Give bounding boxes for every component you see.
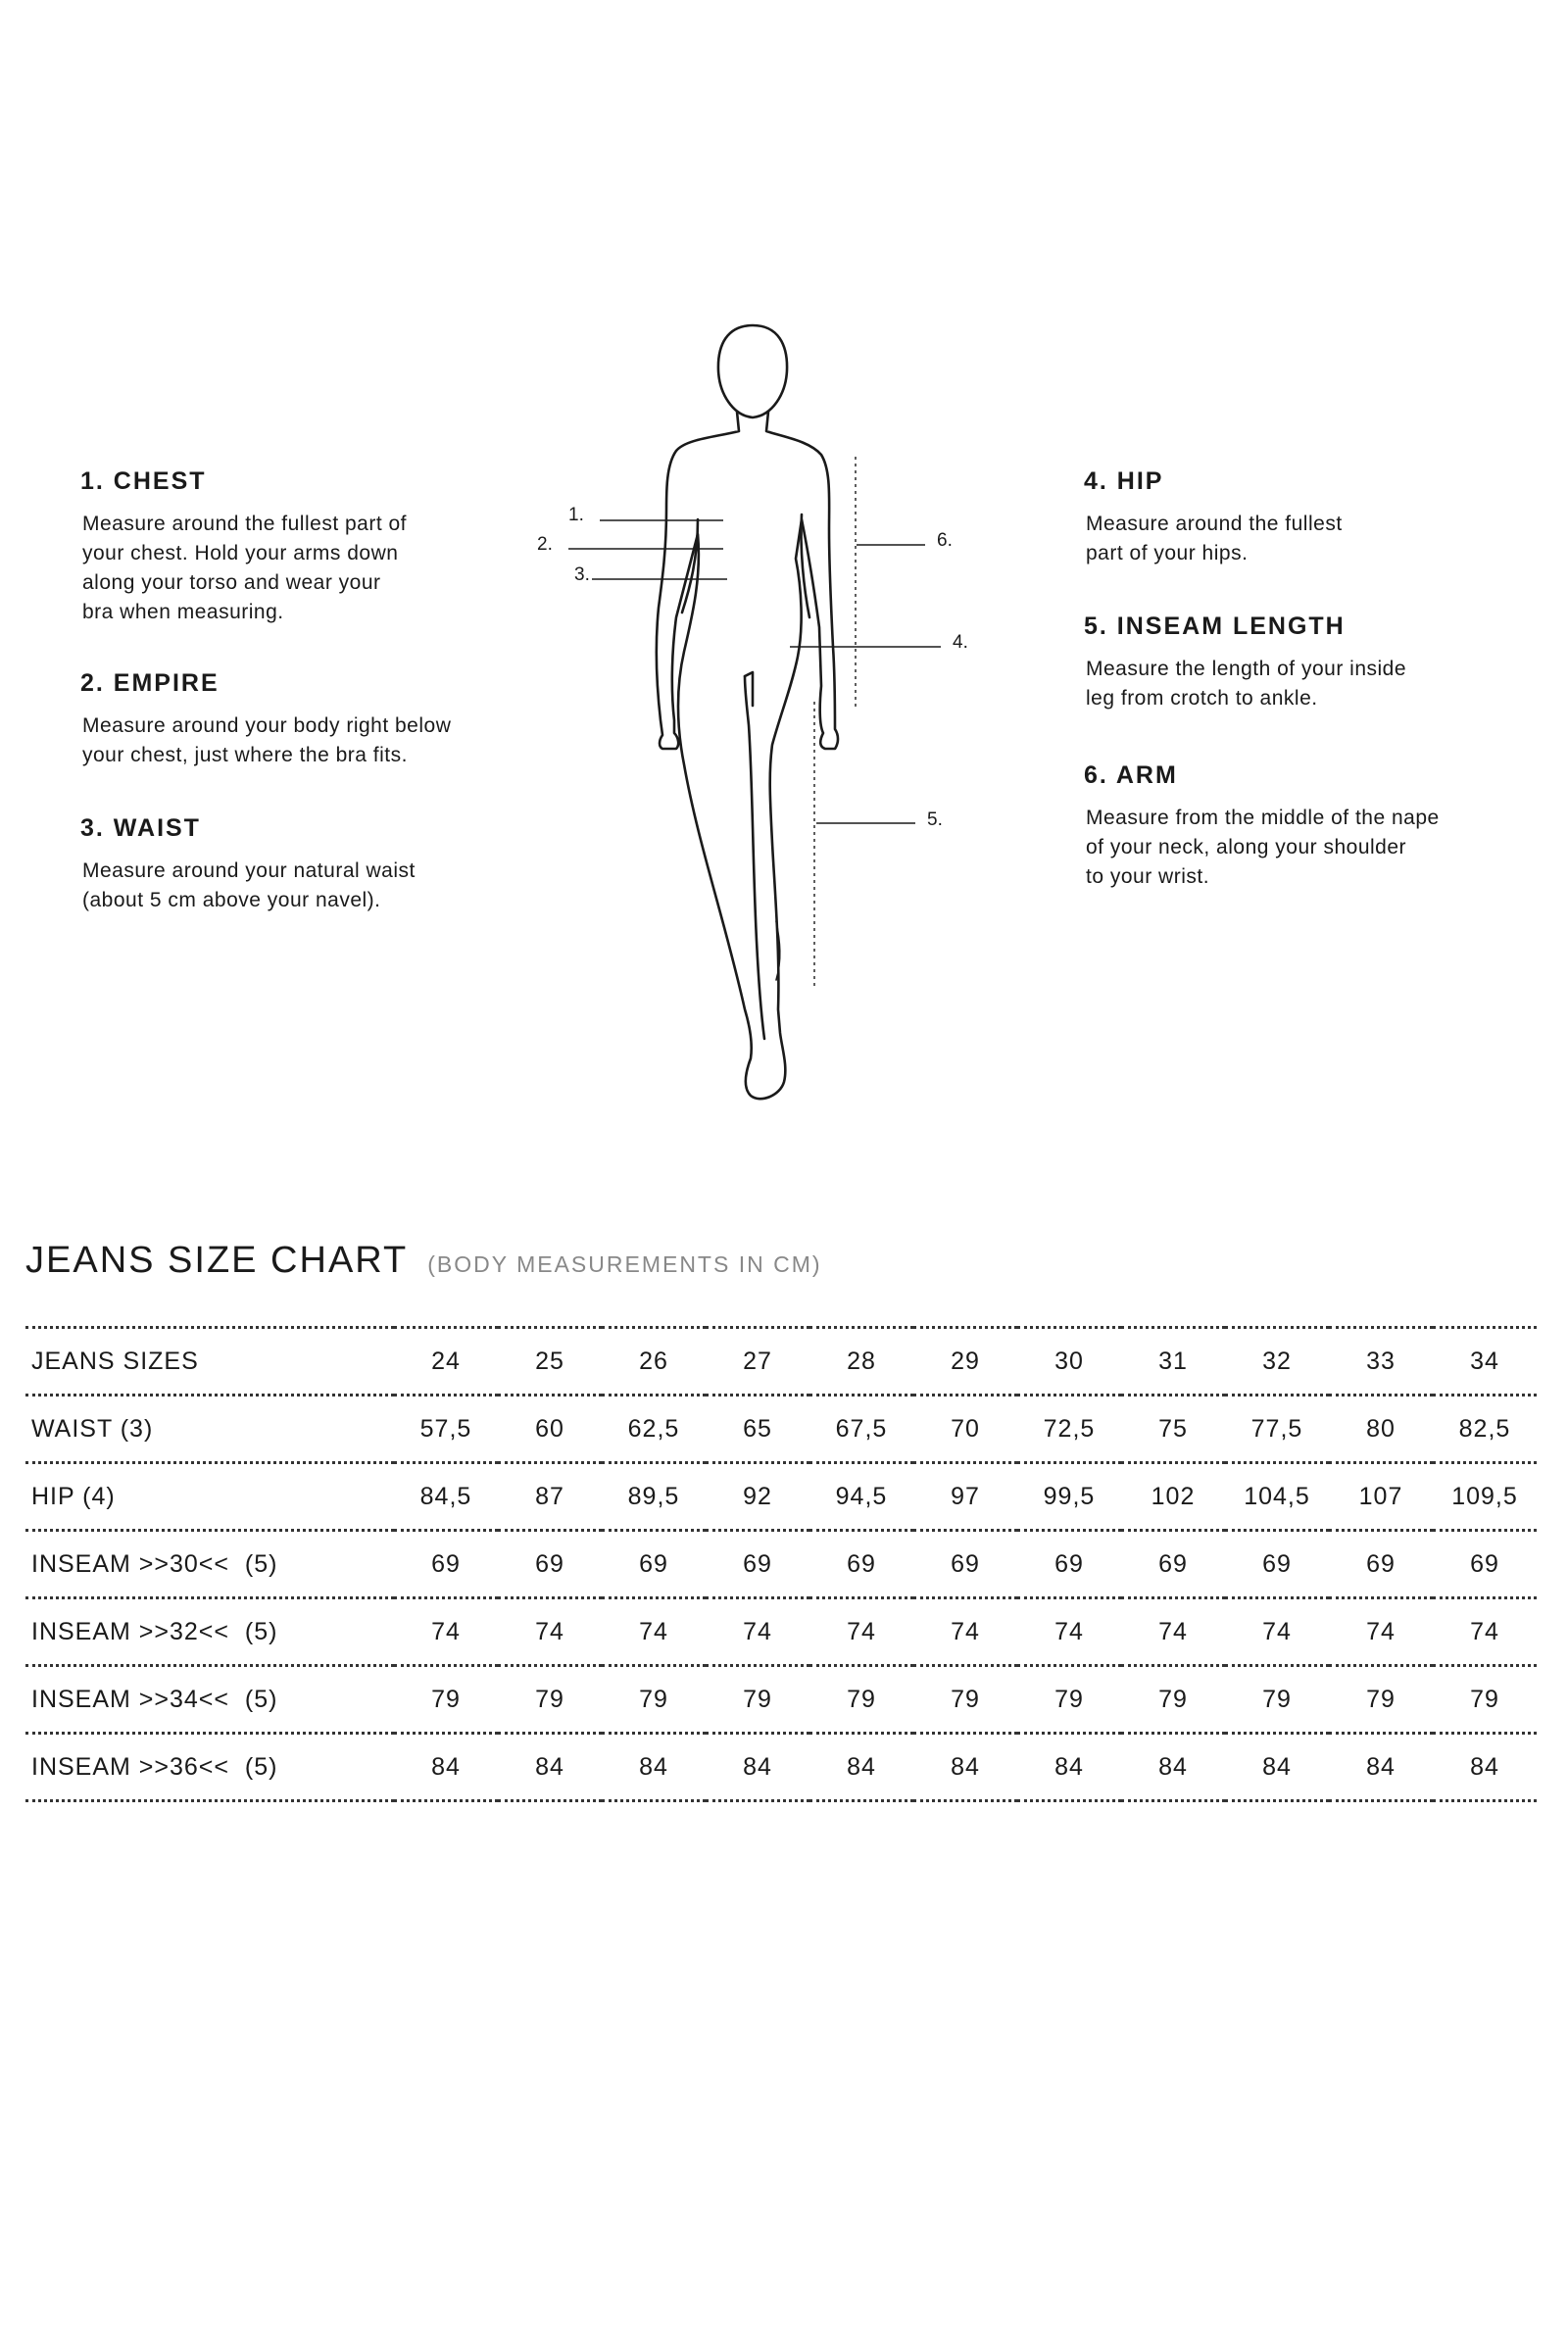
inseam-length-description: Measure the length of your inside leg from crotch to ankle. (1086, 658, 1407, 710)
table-cell: 60 (498, 1396, 602, 1463)
table-cell: 67,5 (809, 1396, 913, 1463)
table-row (25, 1328, 1537, 1396)
table-cell: 74 (602, 1598, 706, 1666)
size-table-body (25, 1328, 1537, 1801)
arm-description: Measure from the middle of the nape of your neck, along your shoulder to your wrist. (1086, 807, 1440, 888)
callout-empire-number: 2. (537, 534, 553, 555)
table-cell: 99,5 (1017, 1463, 1121, 1531)
table-cell: 29 (913, 1328, 1017, 1396)
callout-waist-number: 3. (574, 564, 590, 585)
body-figure-illustration (510, 314, 1000, 1117)
table-cell: 69 (1121, 1531, 1225, 1598)
table-cell: 25 (498, 1328, 602, 1396)
table-cell: 79 (394, 1666, 498, 1734)
table-cell: 74 (706, 1598, 809, 1666)
table-cell: 69 (498, 1531, 602, 1598)
table-row (25, 1396, 1537, 1463)
table-cell: 69 (1225, 1531, 1329, 1598)
table-cell: 69 (1017, 1531, 1121, 1598)
table-cell: 79 (498, 1666, 602, 1734)
row-label: HIP (4) (25, 1463, 394, 1531)
table-cell: 79 (1225, 1666, 1329, 1734)
waist-heading: 3. WAIST (80, 814, 201, 842)
table-cell: 74 (913, 1598, 1017, 1666)
row-label: WAIST (3) (25, 1396, 394, 1463)
table-cell: 109,5 (1433, 1463, 1537, 1531)
figure-right-inner-arm (801, 514, 809, 617)
table-cell: 77,5 (1225, 1396, 1329, 1463)
table-cell: 57,5 (394, 1396, 498, 1463)
table-cell: 84 (1225, 1734, 1329, 1801)
row-label: INSEAM >>36<< (5) (25, 1734, 394, 1801)
table-cell: 28 (809, 1328, 913, 1396)
table-cell: 79 (706, 1666, 809, 1734)
table-cell: 74 (394, 1598, 498, 1666)
hip-description: Measure around the fullest part of your hips. (1086, 513, 1343, 564)
table-cell: 69 (809, 1531, 913, 1598)
table-row (25, 1666, 1537, 1734)
table-cell: 97 (913, 1463, 1017, 1531)
callout-inseam-number: 5. (927, 809, 943, 830)
table-cell: 74 (1017, 1598, 1121, 1666)
table-row (25, 1531, 1537, 1598)
figure-head (718, 325, 787, 417)
table-cell: 79 (1433, 1666, 1537, 1734)
table-cell: 84 (706, 1734, 809, 1801)
table-cell: 89,5 (602, 1463, 706, 1531)
row-label: INSEAM >>32<< (5) (25, 1598, 394, 1666)
table-cell: 74 (1433, 1598, 1537, 1666)
table-cell: 62,5 (602, 1396, 706, 1463)
table-cell: 75 (1121, 1396, 1225, 1463)
size-chart-title-text: JEANS SIZE CHART (25, 1240, 409, 1281)
table-row (25, 1463, 1537, 1531)
table-cell: 104,5 (1225, 1463, 1329, 1531)
size-chart-subtitle: (BODY MEASUREMENTS IN CM) (427, 1251, 822, 1277)
table-cell: 79 (809, 1666, 913, 1734)
table-cell: 84 (1121, 1734, 1225, 1801)
jeans-size-table (25, 1326, 1537, 1802)
table-cell: 74 (1121, 1598, 1225, 1666)
table-cell: 84 (394, 1734, 498, 1801)
table-cell: 84 (1433, 1734, 1537, 1801)
table-cell: 69 (913, 1531, 1017, 1598)
table-cell: 84 (913, 1734, 1017, 1801)
table-cell: 26 (602, 1328, 706, 1396)
table-cell: 74 (1329, 1598, 1433, 1666)
table-cell: 94,5 (809, 1463, 913, 1531)
callout-chest-number: 1. (568, 505, 584, 525)
table-cell: 107 (1329, 1463, 1433, 1531)
table-cell: 69 (1329, 1531, 1433, 1598)
table-cell: 84 (498, 1734, 602, 1801)
table-row (25, 1598, 1537, 1666)
size-chart-title (25, 1240, 822, 1282)
table-cell: 72,5 (1017, 1396, 1121, 1463)
table-cell: 33 (1329, 1328, 1433, 1396)
callout-hip-number: 4. (953, 632, 968, 653)
table-cell: 79 (913, 1666, 1017, 1734)
table-cell: 79 (1017, 1666, 1121, 1734)
table-cell: 34 (1433, 1328, 1537, 1396)
table-row (25, 1734, 1537, 1801)
row-label: JEANS SIZES (25, 1328, 394, 1396)
waist-description: Measure around your natural waist (about 5 cm above your navel). (82, 859, 416, 911)
table-cell: 65 (706, 1396, 809, 1463)
table-cell: 102 (1121, 1463, 1225, 1531)
table-cell: 31 (1121, 1328, 1225, 1396)
table-cell: 27 (706, 1328, 809, 1396)
inseam-length-heading: 5. INSEAM LENGTH (1084, 612, 1346, 640)
table-cell: 74 (809, 1598, 913, 1666)
chest-heading: 1. CHEST (80, 467, 207, 495)
table-cell: 69 (706, 1531, 809, 1598)
table-cell: 82,5 (1433, 1396, 1537, 1463)
table-cell: 30 (1017, 1328, 1121, 1396)
table-cell: 84 (809, 1734, 913, 1801)
table-cell: 80 (1329, 1396, 1433, 1463)
table-cell: 84,5 (394, 1463, 498, 1531)
table-cell: 84 (1017, 1734, 1121, 1801)
table-cell: 79 (602, 1666, 706, 1734)
row-label: INSEAM >>30<< (5) (25, 1531, 394, 1598)
figure-body-outline (657, 412, 838, 1099)
table-cell: 79 (1121, 1666, 1225, 1734)
arm-heading: 6. ARM (1084, 761, 1178, 789)
table-cell: 87 (498, 1463, 602, 1531)
table-cell: 69 (1433, 1531, 1537, 1598)
table-cell: 92 (706, 1463, 809, 1531)
figure-inner-leg (745, 676, 764, 1039)
callout-arm-number: 6. (937, 530, 953, 551)
table-cell: 84 (602, 1734, 706, 1801)
row-label: INSEAM >>34<< (5) (25, 1666, 394, 1734)
table-cell: 74 (1225, 1598, 1329, 1666)
table-cell: 24 (394, 1328, 498, 1396)
empire-description: Measure around your body right below your chest, just where the bra fits. (82, 714, 452, 766)
table-cell: 79 (1329, 1666, 1433, 1734)
table-cell: 69 (394, 1531, 498, 1598)
table-cell: 69 (602, 1531, 706, 1598)
table-cell: 32 (1225, 1328, 1329, 1396)
table-cell: 84 (1329, 1734, 1433, 1801)
chest-description: Measure around the fullest part of your chest. Hold your arms down along your torso and wear your bra when measuring. (82, 513, 408, 623)
empire-heading: 2. EMPIRE (80, 669, 220, 697)
hip-heading: 4. HIP (1084, 467, 1164, 495)
table-cell: 70 (913, 1396, 1017, 1463)
table-cell: 74 (498, 1598, 602, 1666)
